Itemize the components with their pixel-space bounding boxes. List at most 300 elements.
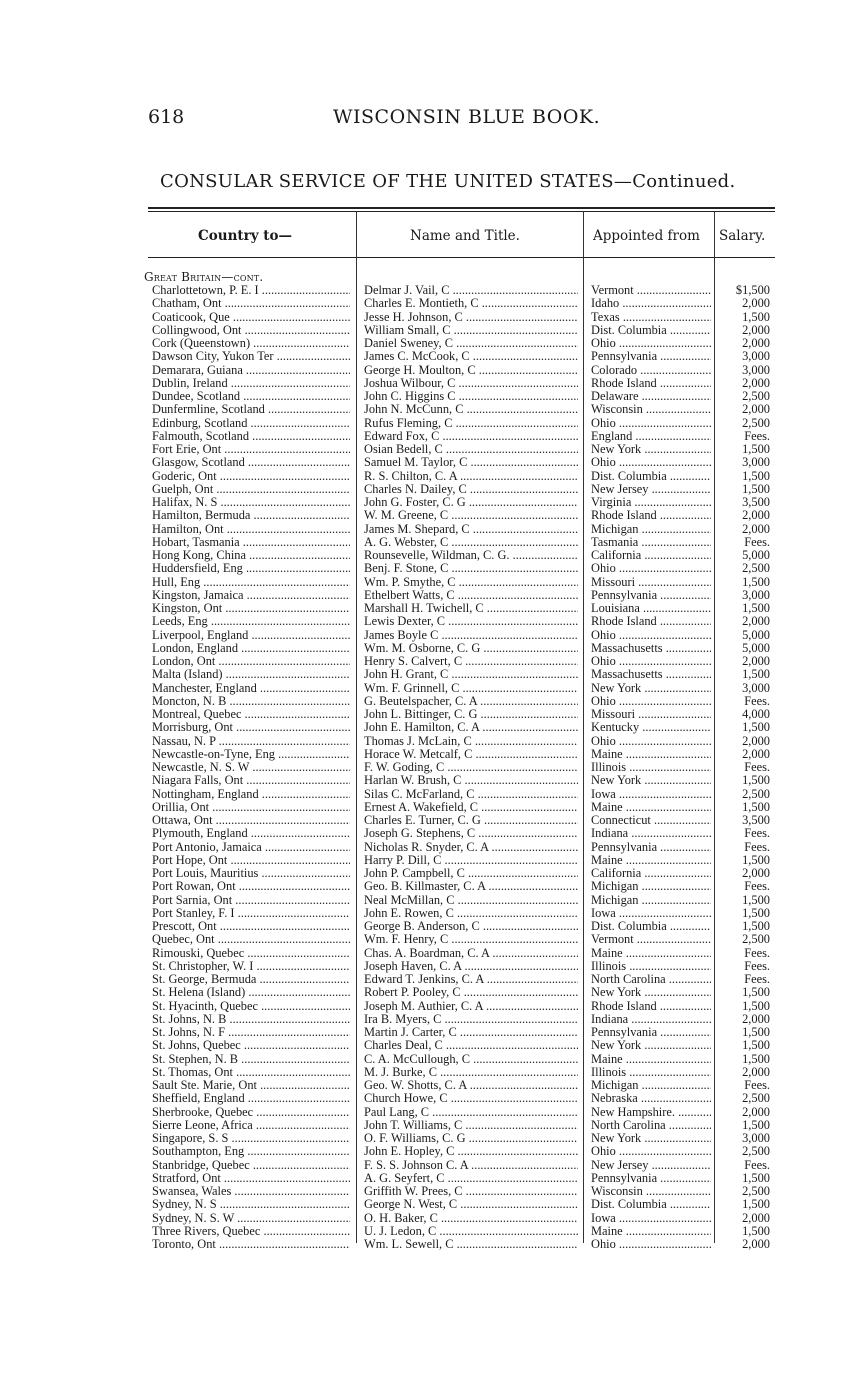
country-cell: London, England ..... [152, 642, 350, 655]
country-cell: London, Ont ..... [152, 655, 350, 668]
salary-cell: Fees. [744, 429, 770, 443]
appointed-from-cell: Massachusetts ..... [591, 642, 711, 655]
appointed-from-cell: New York ..... [591, 774, 711, 787]
salary-cell: 1,500 [742, 774, 770, 788]
appointed-from-cell: New York ..... [591, 986, 711, 999]
country-cell: Montreal, Quebec ..... [152, 708, 350, 721]
country-cell: St. Stephen, N. B ..... [152, 1053, 350, 1066]
name-cell: Church Howe, C ..... [364, 1092, 578, 1105]
table-row [0, 960, 859, 973]
country-cell: Fort Erie, Ont ..... [152, 443, 350, 456]
table-row [0, 615, 859, 628]
table-row [0, 602, 859, 615]
salary-cell: 2,500 [742, 562, 770, 576]
table-row [0, 364, 859, 377]
name-cell: John G. Foster, C. G ..... [364, 496, 578, 509]
name-cell: F. W. Goding, C ..... [364, 761, 578, 774]
appointed-from-cell: Tasmania ..... [591, 536, 711, 549]
appointed-from-cell: New York ..... [591, 1039, 711, 1052]
appointed-from-cell: Ohio ..... [591, 735, 711, 748]
appointed-from-cell: New Jersey ..... [591, 483, 711, 496]
name-cell: Thomas J. McLain, C ..... [364, 735, 578, 748]
salary-cell: 3,000 [742, 1132, 770, 1145]
salary-cell: 1,500 [742, 602, 770, 615]
table-row [0, 549, 859, 562]
name-cell: James M. Shepard, C ..... [364, 523, 578, 536]
salary-cell: 5,000 [742, 641, 770, 655]
country-cell: Nottingham, England ..... [152, 788, 350, 801]
salary-cell: 2,000 [742, 1105, 770, 1119]
salary-cell: 2,500 [742, 1092, 770, 1106]
table-row [0, 430, 859, 443]
table-row [0, 748, 859, 761]
appointed-from-cell: Vermont ..... [591, 284, 711, 297]
country-cell: Huddersfield, Eng ..... [152, 562, 350, 575]
table-row [0, 708, 859, 721]
country-cell: Toronto, Ont ..... [152, 1238, 350, 1251]
appointed-from-cell: Dist. Columbia ..... [591, 470, 711, 483]
salary-cell: 3,500 [742, 814, 770, 827]
name-cell: Geo. W. Shotts, C. A ..... [364, 1079, 578, 1092]
appointed-from-cell: Iowa ..... [591, 788, 711, 801]
appointed-from-cell: Iowa ..... [591, 1212, 711, 1225]
country-cell: Newcastle, N. S. W ..... [152, 761, 350, 774]
country-cell: Kingston, Ont ..... [152, 602, 350, 615]
name-cell: Delmar J. Vail, C ..... [364, 284, 578, 297]
country-cell: Singapore, S. S ..... [152, 1132, 350, 1145]
appointed-from-cell: Illinois ..... [591, 1066, 711, 1079]
name-cell: John E. Hamilton, C. A ..... [364, 721, 578, 734]
country-cell: Prescott, Ont ..... [152, 920, 350, 933]
appointed-from-cell: Nebraska ..... [591, 1092, 711, 1105]
salary-cell: 3,000 [742, 588, 770, 602]
country-cell: Quebec, Ont ..... [152, 933, 350, 946]
appointed-from-cell: Illinois ..... [591, 761, 711, 774]
appointed-from-cell: England ..... [591, 430, 711, 443]
country-cell: Guelph, Ont ..... [152, 483, 350, 496]
table-row [0, 562, 859, 575]
appointed-from-cell: Indiana ..... [591, 827, 711, 840]
column-header-appointed: Appointed from [593, 228, 700, 244]
table-row [0, 629, 859, 642]
salary-cell: Fees. [744, 694, 770, 708]
name-cell: Rounsevelle, Wildman, C. G. ..... [364, 549, 578, 562]
salary-cell: 1,500 [742, 986, 770, 1000]
table-row [0, 642, 859, 655]
table-row [0, 1079, 859, 1092]
country-cell: St. Johns, Quebec ..... [152, 1039, 350, 1052]
table-row [0, 920, 859, 933]
table-row [0, 1145, 859, 1158]
table-row [0, 1238, 859, 1251]
salary-cell: 1,500 [742, 1039, 770, 1053]
table-row [0, 589, 859, 602]
salary-cell: 2,000 [742, 323, 770, 337]
appointed-from-cell: Michigan ..... [591, 523, 711, 536]
name-cell: Charles E. Montieth, C ..... [364, 297, 578, 310]
country-cell: St. Thomas, Ont ..... [152, 1066, 350, 1079]
name-cell: Wm. L. Sewell, C ..... [364, 1238, 578, 1251]
name-cell: Benj. F. Stone, C ..... [364, 562, 578, 575]
name-cell: A. G. Webster, C ..... [364, 536, 578, 549]
appointed-from-cell: Iowa ..... [591, 907, 711, 920]
name-cell: John P. Campbell, C ..... [364, 867, 578, 880]
appointed-from-cell: Kentucky ..... [591, 721, 711, 734]
country-cell: Halifax, N. S ..... [152, 496, 350, 509]
country-cell: Coaticook, Que ..... [152, 311, 350, 324]
country-cell: Nassau, N. P ..... [152, 735, 350, 748]
country-cell: Malta (Island) ..... [152, 668, 350, 681]
appointed-from-cell: Ohio ..... [591, 417, 711, 430]
table-row [0, 470, 859, 483]
country-cell: Cork (Queenstown) ..... [152, 337, 350, 350]
appointed-from-cell: Colorado ..... [591, 364, 711, 377]
country-cell: Collingwood, Ont ..... [152, 324, 350, 337]
salary-cell: 2,000 [742, 1065, 770, 1079]
appointed-from-cell: North Carolina ..... [591, 1119, 711, 1132]
salary-cell: 1,500 [742, 575, 770, 589]
name-cell: Joseph M. Authier, C. A ..... [364, 1000, 578, 1013]
table-row [0, 721, 859, 734]
name-cell: John L. Bittinger, C. G ..... [364, 708, 578, 721]
salary-cell: 2,000 [742, 655, 770, 668]
name-cell: Joshua Wilbour, C ..... [364, 377, 578, 390]
appointed-from-cell: Ohio ..... [591, 655, 711, 668]
salary-cell: 2,000 [742, 734, 770, 748]
country-cell: Liverpool, England ..... [152, 629, 350, 642]
name-cell: Horace W. Metcalf, C ..... [364, 748, 578, 761]
book-title: WISCONSIN BLUE BOOK. [333, 106, 601, 128]
appointed-from-cell: Ohio ..... [591, 695, 711, 708]
name-cell: George B. Anderson, C ..... [364, 920, 578, 933]
salary-cell: 3,000 [742, 681, 770, 695]
name-cell: Edward Fox, C ..... [364, 430, 578, 443]
name-cell: Wm. M. Osborne, C. G ..... [364, 642, 578, 655]
table-row [0, 801, 859, 814]
salary-cell: 2,000 [742, 337, 770, 350]
table-row [0, 496, 859, 509]
country-cell: Sydney, N. S. W ..... [152, 1212, 350, 1225]
country-cell: Port Louis, Mauritius ..... [152, 867, 350, 880]
salary-cell: Fees. [744, 880, 770, 894]
name-cell: Harry P. Dill, C ..... [364, 854, 578, 867]
country-cell: Stanbridge, Quebec ..... [152, 1159, 350, 1172]
appointed-from-cell: Louisiana ..... [591, 602, 711, 615]
table-row [0, 788, 859, 801]
salary-cell: 1,500 [742, 1026, 770, 1039]
salary-cell: 1,500 [742, 800, 770, 814]
name-cell: Neal McMillan, C ..... [364, 894, 578, 907]
salary-cell: Fees. [744, 1158, 770, 1172]
table-row [0, 337, 859, 350]
salary-cell: Fees. [744, 1079, 770, 1092]
salary-cell: 1,500 [742, 721, 770, 735]
table-row [0, 483, 859, 496]
name-cell: James C. McCook, C ..... [364, 350, 578, 363]
appointed-from-cell: Pennsylvania ..... [591, 589, 711, 602]
salary-cell: 2,000 [742, 615, 770, 629]
table-row [0, 1212, 859, 1225]
name-cell: Henry S. Calvert, C ..... [364, 655, 578, 668]
name-cell: John E. Rowen, C ..... [364, 907, 578, 920]
appointed-from-cell: Maine ..... [591, 748, 711, 761]
name-cell: Paul Lang, C ..... [364, 1106, 578, 1119]
header-rule-bottom [148, 257, 775, 258]
country-cell: Hamilton, Bermuda ..... [152, 509, 350, 522]
salary-cell: $1,500 [735, 284, 770, 297]
country-cell: Falmouth, Scotland ..... [152, 430, 350, 443]
country-cell: Stratford, Ont ..... [152, 1172, 350, 1185]
name-cell: Wm. F. Grinnell, C ..... [364, 682, 578, 695]
name-cell: Nicholas R. Snyder, C. A ..... [364, 841, 578, 854]
country-cell: Glasgow, Scotland ..... [152, 456, 350, 469]
name-cell: Jesse H. Johnson, C ..... [364, 311, 578, 324]
country-cell: Port Sarnia, Ont ..... [152, 894, 350, 907]
salary-cell: 1,500 [742, 920, 770, 933]
name-cell: William Small, C ..... [364, 324, 578, 337]
appointed-from-cell: Maine ..... [591, 947, 711, 960]
country-cell: Hobart, Tasmania ..... [152, 536, 350, 549]
table-row [0, 576, 859, 589]
table-row [0, 973, 859, 986]
country-cell: Hull, Eng ..... [152, 576, 350, 589]
table-row [0, 1132, 859, 1145]
table-row [0, 761, 859, 774]
name-cell: John N. McCunn, C ..... [364, 403, 578, 416]
name-cell: G. Beutelspacher, C. A ..... [364, 695, 578, 708]
table-row [0, 1026, 859, 1039]
name-cell: Joseph Haven, C. A ..... [364, 960, 578, 973]
appointed-from-cell: Rhode Island ..... [591, 615, 711, 628]
name-cell: Charles E. Turner, C. G ..... [364, 814, 578, 827]
name-cell: W. M. Greene, C ..... [364, 509, 578, 522]
appointed-from-cell: Pennsylvania ..... [591, 1026, 711, 1039]
appointed-from-cell: Rhode Island ..... [591, 509, 711, 522]
header-rule-second [148, 211, 775, 212]
country-cell: St. Christopher, W. I ..... [152, 960, 350, 973]
country-cell: Sault Ste. Marie, Ont ..... [152, 1079, 350, 1092]
appointed-from-cell: Vermont ..... [591, 933, 711, 946]
country-cell: Demarara, Guiana ..... [152, 364, 350, 377]
table-row [0, 933, 859, 946]
table-row [0, 417, 859, 430]
table-row [0, 1092, 859, 1105]
name-cell: Chas. A. Boardman, C. A ..... [364, 947, 578, 960]
table-row [0, 907, 859, 920]
appointed-from-cell: Ohio ..... [591, 456, 711, 469]
table-row [0, 735, 859, 748]
name-cell: Griffith W. Prees, C ..... [364, 1185, 578, 1198]
table-row [0, 854, 859, 867]
table-row [0, 1119, 859, 1132]
salary-cell: 3,500 [742, 496, 770, 509]
appointed-from-cell: Maine ..... [591, 854, 711, 867]
appointed-from-cell: Wisconsin ..... [591, 403, 711, 416]
table-row [0, 297, 859, 310]
table-row [0, 509, 859, 522]
salary-cell: 2,000 [742, 376, 770, 390]
country-cell: Dundee, Scotland ..... [152, 390, 350, 403]
table-row [0, 1185, 859, 1198]
salary-cell: Fees. [744, 973, 770, 986]
appointed-from-cell: Maine ..... [591, 1225, 711, 1238]
salary-cell: Fees. [744, 840, 770, 854]
salary-cell: 1,500 [742, 906, 770, 920]
appointed-from-cell: Ohio ..... [591, 337, 711, 350]
country-cell: Morrisburg, Ont ..... [152, 721, 350, 734]
country-cell: Dublin, Ireland ..... [152, 377, 350, 390]
name-cell: Daniel Sweney, C ..... [364, 337, 578, 350]
appointed-from-cell: Illinois ..... [591, 960, 711, 973]
name-cell: F. S. S. Johnson C. A ..... [364, 1159, 578, 1172]
name-cell: Harlan W. Brush, C ..... [364, 774, 578, 787]
country-cell: Orillia, Ont ..... [152, 801, 350, 814]
salary-cell: 3,000 [742, 363, 770, 377]
salary-cell: 1,500 [742, 999, 770, 1013]
name-cell: James Boyle C ..... [364, 629, 578, 642]
page-title: CONSULAR SERVICE OF THE UNITED STATES—Continued. [160, 171, 736, 192]
country-cell: Chatham, Ont ..... [152, 297, 350, 310]
name-cell: John E. Hopley, C ..... [364, 1145, 578, 1158]
country-cell: St. George, Bermuda ..... [152, 973, 350, 986]
table-row [0, 1013, 859, 1026]
appointed-from-cell: California ..... [591, 549, 711, 562]
name-cell: Joseph G. Stephens, C ..... [364, 827, 578, 840]
salary-cell: 5,000 [742, 549, 770, 562]
column-header-salary: Salary. [719, 228, 766, 244]
country-cell: St. Johns, N. F ..... [152, 1026, 350, 1039]
salary-cell: 2,000 [742, 1211, 770, 1225]
salary-cell: 2,500 [742, 787, 770, 801]
appointed-from-cell: Maine ..... [591, 1053, 711, 1066]
name-cell: C. A. McCullough, C ..... [364, 1053, 578, 1066]
table-row [0, 443, 859, 456]
name-cell: O. H. Baker, C ..... [364, 1212, 578, 1225]
column-header-name: Name and Title. [410, 228, 520, 244]
salary-cell: 1,500 [742, 1052, 770, 1066]
table-row [0, 377, 859, 390]
country-cell: Leeds, Eng ..... [152, 615, 350, 628]
appointed-from-cell: Wisconsin ..... [591, 1185, 711, 1198]
table-row [0, 774, 859, 787]
name-cell: U. J. Ledon, C ..... [364, 1225, 578, 1238]
country-cell: St. Johns, N. B ..... [152, 1013, 350, 1026]
name-cell: Osian Bedell, C ..... [364, 443, 578, 456]
column-header-country: Country to— [198, 228, 293, 244]
salary-cell: 2,000 [742, 747, 770, 761]
salary-cell: 2,500 [742, 933, 770, 947]
table-row [0, 1000, 859, 1013]
appointed-from-cell: Missouri ..... [591, 576, 711, 589]
appointed-from-cell: New Jersey ..... [591, 1159, 711, 1172]
name-cell: Ernest A. Wakefield, C ..... [364, 801, 578, 814]
appointed-from-cell: Missouri ..... [591, 708, 711, 721]
table-row [0, 324, 859, 337]
salary-cell: Fees. [744, 946, 770, 960]
appointed-from-cell: Michigan ..... [591, 1079, 711, 1092]
table-row [0, 947, 859, 960]
country-cell: St. Helena (Island) ..... [152, 986, 350, 999]
salary-cell: 1,500 [742, 482, 770, 496]
salary-cell: 1,500 [742, 1118, 770, 1132]
name-cell: Geo. B. Killmaster, C. A ..... [364, 880, 578, 893]
salary-cell: Fees. [744, 761, 770, 774]
table-row [0, 1198, 859, 1211]
country-cell: Kingston, Jamaica ..... [152, 589, 350, 602]
table-row [0, 1053, 859, 1066]
appointed-from-cell: New York ..... [591, 1132, 711, 1145]
salary-cell: 5,000 [742, 628, 770, 642]
salary-cell: 3,000 [742, 456, 770, 470]
table-row [0, 682, 859, 695]
appointed-from-cell: Ohio ..... [591, 1145, 711, 1158]
country-cell: Ottawa, Ont ..... [152, 814, 350, 827]
appointed-from-cell: Virginia ..... [591, 496, 711, 509]
name-cell: Lewis Dexter, C ..... [364, 615, 578, 628]
country-cell: Port Stanley, F. I ..... [152, 907, 350, 920]
name-cell: George H. Moulton, C ..... [364, 364, 578, 377]
salary-cell: 1,500 [742, 1224, 770, 1238]
table-row [0, 1106, 859, 1119]
appointed-from-cell: California ..... [591, 867, 711, 880]
salary-cell: Fees. [744, 535, 770, 549]
appointed-from-cell: Michigan ..... [591, 894, 711, 907]
appointed-from-cell: Pennsylvania ..... [591, 350, 711, 363]
salary-cell: 2,000 [742, 1238, 770, 1251]
appointed-from-cell: Michigan ..... [591, 880, 711, 893]
name-cell: Ira B. Myers, C ..... [364, 1013, 578, 1026]
country-cell: Sydney, N. S ..... [152, 1198, 350, 1211]
salary-cell: 2,000 [742, 403, 770, 417]
table-row [0, 403, 859, 416]
salary-cell: 1,500 [742, 1198, 770, 1212]
appointed-from-cell: Texas ..... [591, 311, 711, 324]
country-cell: Dawson City, Yukon Ter ..... [152, 350, 350, 363]
country-cell: Sierre Leone, Africa ..... [152, 1119, 350, 1132]
name-cell: John T. Williams, C ..... [364, 1119, 578, 1132]
country-cell: Newcastle-on-Tyne, Eng ..... [152, 748, 350, 761]
salary-cell: 2,000 [742, 522, 770, 536]
country-cell: Plymouth, England ..... [152, 827, 350, 840]
name-cell: Wm. P. Smythe, C ..... [364, 576, 578, 589]
country-cell: Goderic, Ont ..... [152, 470, 350, 483]
salary-cell: Fees. [744, 827, 770, 841]
appointed-from-cell: Dist. Columbia ..... [591, 1198, 711, 1211]
name-cell: Wm. F. Henry, C ..... [364, 933, 578, 946]
table-row [0, 894, 859, 907]
country-cell: Charlottetown, P. E. I ..... [152, 284, 350, 297]
appointed-from-cell: Rhode Island ..... [591, 1000, 711, 1013]
appointed-from-cell: North Carolina ..... [591, 973, 711, 986]
section-heading: Great Britain—cont. [144, 270, 264, 284]
name-cell: Robert P. Pooley, C ..... [364, 986, 578, 999]
name-cell: Edward T. Jenkins, C. A ..... [364, 973, 578, 986]
appointed-from-cell: Delaware ..... [591, 390, 711, 403]
table-row [0, 880, 859, 893]
appointed-from-cell: Rhode Island ..... [591, 377, 711, 390]
country-cell: Sherbrooke, Quebec ..... [152, 1106, 350, 1119]
appointed-from-cell: Idaho ..... [591, 297, 711, 310]
salary-cell: 2,500 [742, 390, 770, 403]
appointed-from-cell: Pennsylvania ..... [591, 841, 711, 854]
consular-table [0, 284, 859, 1251]
country-cell: St. Hyacinth, Quebec ..... [152, 1000, 350, 1013]
country-cell: Three Rivers, Quebec ..... [152, 1225, 350, 1238]
table-row [0, 1066, 859, 1079]
table-row [0, 655, 859, 668]
salary-cell: 1,500 [742, 853, 770, 867]
country-cell: Manchester, England ..... [152, 682, 350, 695]
